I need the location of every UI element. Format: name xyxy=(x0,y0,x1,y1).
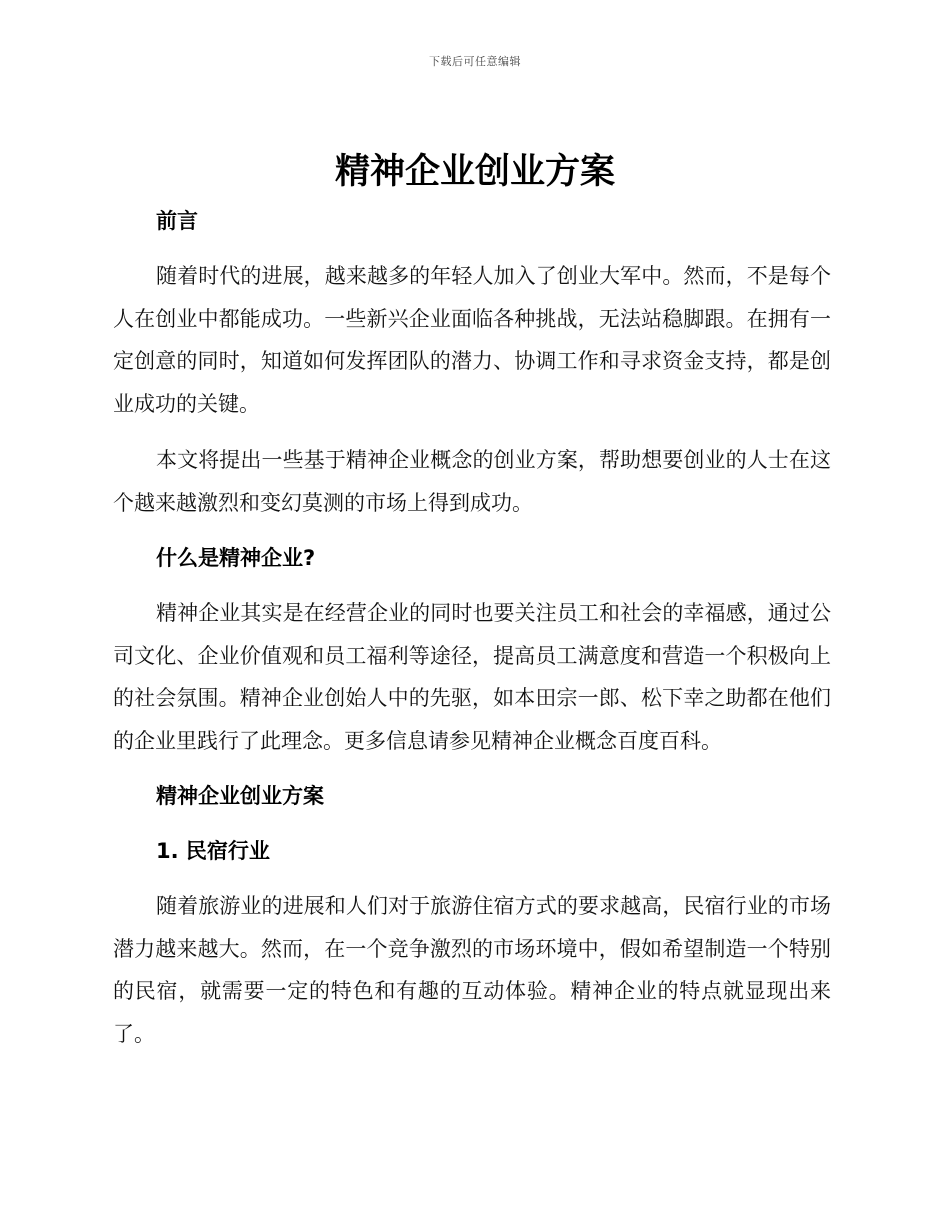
paragraph-preface-1: 随着时代的进展，越来越多的年轻人加入了创业大军中。然而，不是每个人在创业中都能成功。一些新兴企业面临各种挑战，无法站稳脚跟。在拥有一定创意的同时，知道如何发挥团队的潜力、协调工作和寻求资金支持，都是创业成功的关键。 xyxy=(113,264,831,416)
paragraph-preface-2: 本文将提出一些基于精神企业概念的创业方案，帮助想要创业的人士在这个越来越激烈和变幻莫测的市场上得到成功。 xyxy=(113,448,831,515)
paragraph-what-1: 精神企业其实是在经营企业的同时也要关注员工和社会的幸福感，通过公司文化、企业价值观和员工福利等途径，提高员工满意度和营造一个积极向上的社会氛围。精神企业创始人中的先驱，如本田宗一郎、松下幸之助都在他们的企业里践行了此理念。更多信息请参见精神企业概念百度百科。 xyxy=(113,601,831,753)
document-body xyxy=(113,200,831,1055)
header-note: 下载后可任意编辑 xyxy=(429,55,521,68)
section-heading-plan: 精神企业创业方案 xyxy=(156,784,324,808)
section-heading-what: 什么是精神企业? xyxy=(156,546,316,570)
document-title: 精神企业创业方案 xyxy=(334,152,615,192)
subsection-heading-homestay: 1. 民宿行业 xyxy=(156,839,270,863)
paragraph-homestay-1: 随着旅游业的进展和人们对于旅游住宿方式的要求越高，民宿行业的市场潜力越来越大。然而，在一个竞争激烈的市场环境中，假如希望制造一个特别的民宿，就需要一定的特色和有趣的互动体验。精神企业的特点就显现出来了。 xyxy=(113,894,831,1046)
section-heading-preface: 前言 xyxy=(156,209,198,233)
